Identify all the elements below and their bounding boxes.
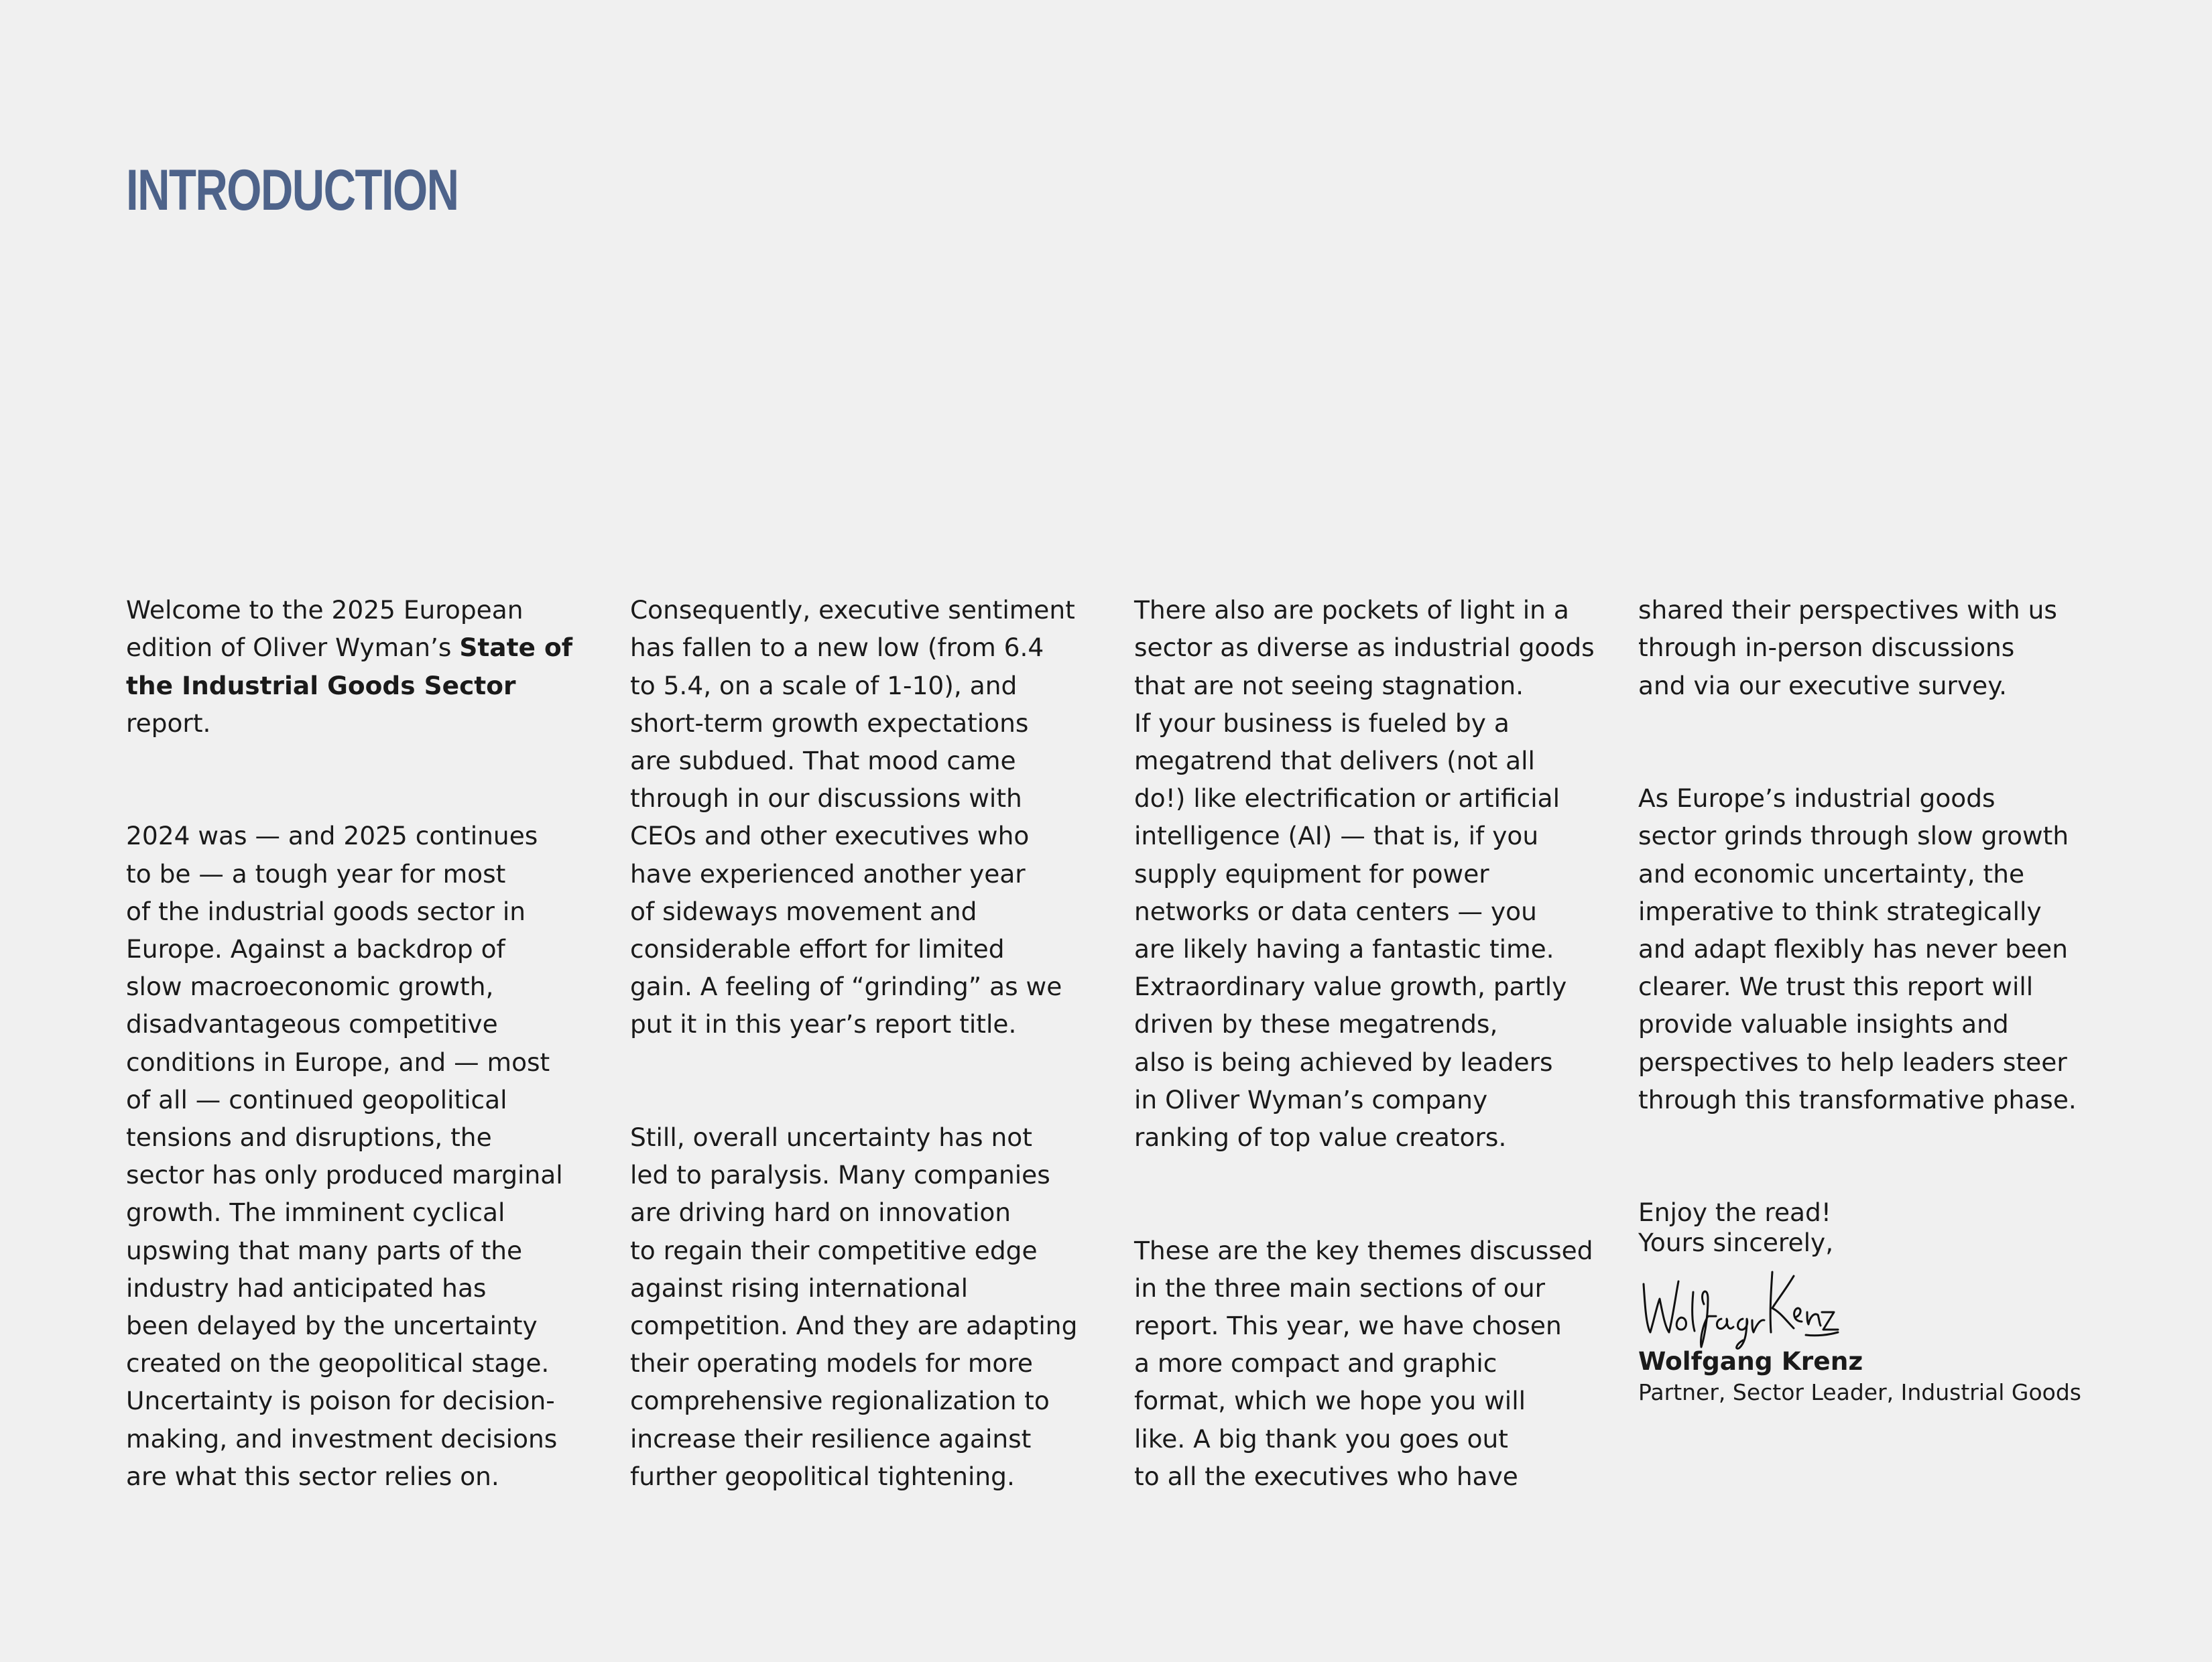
page-title: INTRODUCTION (126, 158, 458, 222)
welcome-paragraph (126, 591, 595, 742)
intro-column-2 (630, 554, 1099, 1570)
report-name: State of the Industrial Goods Sector (126, 633, 573, 700)
intro-column-4 (1638, 554, 2107, 1307)
enjoy-paragraph: Enjoy the read! (1638, 1198, 1831, 1228)
welcome-text: Welcome to the 2025 European edition of Oliver Wyman’s (126, 595, 524, 663)
signoff-block (1638, 1224, 2148, 1407)
intro-column-1 (126, 554, 595, 1570)
megatrends-paragraph: There also are pockets of light in a sector as diverse as industrial goods that are not seeing stagnation. If your business is fueled by a megatrend that delivers (not all do!) like electrification or artificial intelligence (AI) — that is, if you supply equipment for power networks or data centers — you are likely having a fantastic time. Extraordinary value growth, partly driven by these megatrends, also is being achieved by leaders in Oliver Wyman’s company ranking of top value creators. (1134, 595, 1595, 1153)
welcome-text-end: report. (126, 708, 211, 738)
signer-role: Partner, Sector Leader, Industrial Goods (1638, 1379, 2081, 1405)
handwritten-signature (1638, 1265, 1839, 1352)
closing-line: Yours sincerely, (1638, 1228, 1834, 1257)
perspectives-paragraph: shared their perspectives with us through in-person discussions and via our executive survey. (1638, 595, 2057, 700)
context-paragraph: 2024 was — and 2025 continues to be — a tough year for most of the industrial goods sector in Europe. Against a backdrop of slow macroeconomic growth, disadvantageous competitive conditions in Europe, and — most of all — continued geopolitical tensions and disruptions, the sector has only produced marginal growth. The imminent cyclical upswing that many parts of the industry had anticipated has been delayed by the uncertainty created on the geopolitical stage. Uncertainty is poison for decision- making, and investment decisions are what this sector relies on. (126, 821, 563, 1491)
intro-column-3 (1134, 554, 1603, 1570)
outlook-paragraph: As Europe’s industrial goods sector grinds through slow growth and economic uncertainty, the imperative to think strategically and adapt flexibly has never been clearer. We trust this report will provide valuable insights and perspectives to help leaders steer through this transformative phase. (1638, 783, 2077, 1114)
uncertainty-paragraph: Still, overall uncertainty has not led to paralysis. Many companies are driving hard on innovation to regain their competitive edge against rising international competition. And they are adapting their operating models for more comprehensive regionalization to increase their resilience against further geopolitical tightening. (630, 1123, 1078, 1491)
sentiment-paragraph: Consequently, executive sentiment has fallen to a new low (from 6.4 to 5.4, on a scale of 1-10), and short-term growth expectations are subdued. That mood came through in our discussions with CEOs and other executives who have experienced another year of sideways movement and considerable effort for limited gain. A feeling of “grinding” as we put it in this year’s report title. (630, 595, 1075, 1039)
themes-paragraph: These are the key themes discussed in the three main sections of our report. This year, we have chosen a more compact and graphic format, which we hope you will like. A big thank you goes out to all the executives who have (1134, 1235, 1593, 1491)
signer-name: Wolfgang Krenz (1638, 1346, 1863, 1376)
